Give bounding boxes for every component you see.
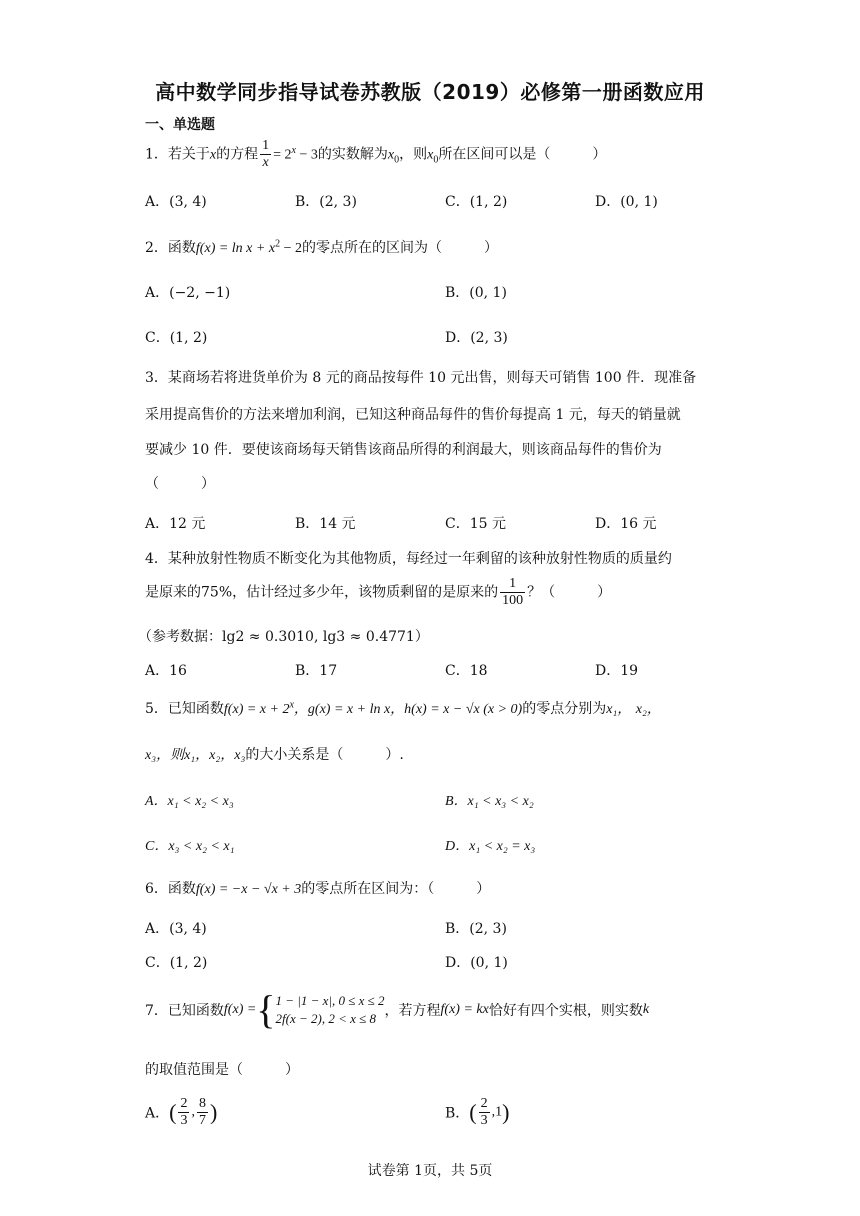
q5-number: 5．: [145, 701, 168, 717]
q3-option-c: C．15 元: [445, 516, 506, 532]
q5-line-2c: 的大小关系是（ ）.: [245, 747, 404, 763]
q4-line-1: 某种放射性物质不断变化为其他物质，每经过一年剩留的该种放射性物质的质量约: [167, 551, 672, 567]
left-brace-icon: {: [256, 987, 276, 1032]
question-6: [145, 878, 490, 898]
q7-option-b: [445, 1096, 509, 1129]
q6-number: 6．: [145, 881, 168, 897]
q1-eq-exp: x: [291, 144, 296, 156]
q2-exp: 2: [275, 238, 281, 250]
q5-option-d: D．x₁ < x₂ = x₃: [445, 839, 536, 854]
q7-line-2: 的取值范围是（ ）: [145, 1062, 299, 1078]
q2-option-d: D．(2, 3): [445, 330, 508, 346]
q5-x2: x₂，: [635, 702, 661, 717]
q4-line-2: [145, 576, 611, 609]
q7-f-lhs: f(x) =: [223, 1002, 257, 1017]
q4-option-d: D．19: [595, 663, 639, 679]
question-3: [145, 367, 696, 387]
q6-text-b: 的零点所在区间为：（ ）: [301, 881, 491, 897]
q2-expr-tail: − 2: [280, 241, 302, 256]
q4-fraction: $\frac{1}{100}$: [502, 576, 524, 608]
q7-k: k: [642, 1002, 650, 1017]
q7-option-a: [145, 1096, 217, 1129]
question-5: [145, 698, 661, 718]
q3-line-3: 要减少 10 件．要使该商场每天销售该商品所得的利润最大，则该商品每件的售价为: [145, 442, 662, 458]
q1-text-a: 若关于: [167, 146, 210, 163]
q1-text-b: 的方程: [216, 146, 259, 163]
page-title: 高中数学同步指导试卷苏教版（2019）必修第一册函数应用: [155, 80, 705, 104]
q1-eq-rhs: = 2: [273, 147, 292, 163]
q3-option-b: B．14 元: [295, 516, 356, 532]
q7-case-2: 2f(x − 2), 2 < x ≤ 8: [275, 1011, 376, 1026]
q1-var-x: x: [209, 147, 217, 163]
q3-line-1: 某商场若将进货单价为 8 元的商品按每件 10 元出售，则每天可销售 100 件．现准备: [167, 370, 697, 386]
q6-option-b: B．(2, 3): [445, 921, 507, 937]
q5-f-def: f(x) = x + 2: [223, 702, 290, 717]
q7-option-b-label: B．: [445, 1105, 470, 1122]
q1-text-e: 所在区间可以是（ ）: [438, 146, 607, 163]
q2-option-c: C．(1, 2): [145, 330, 208, 346]
q7-option-a-frac-1: $\frac{2}{3}$: [180, 1096, 188, 1128]
q4-line-2b: ？（ ）: [527, 584, 612, 601]
left-paren-icon: (: [169, 1099, 177, 1125]
q1-fraction: $\frac{1}{x}$: [262, 138, 270, 170]
question-7: [145, 987, 650, 1032]
q5-x1: x₁，: [606, 702, 632, 717]
q1-number: 1．: [145, 146, 168, 163]
q5-text-a: 已知函数: [167, 701, 224, 717]
left-paren-icon: (: [469, 1099, 477, 1125]
q6-option-c: C．(1, 2): [145, 955, 208, 971]
q7-option-a-label: A．: [145, 1105, 170, 1122]
q7-text-a: 已知函数: [167, 1003, 224, 1019]
q7-text-b: ，若方程: [384, 1003, 441, 1019]
q3-line-4: （ ）: [145, 476, 215, 492]
q4-number: 4．: [145, 551, 168, 567]
q3-option-a: A．12 元: [145, 516, 206, 532]
section-heading: 一、单选题: [145, 117, 215, 133]
q7-text-c: 恰好有四个实根，则实数: [488, 1003, 643, 1019]
q5-g-def: ，g(x) = x + ln x，: [293, 702, 405, 717]
q3-line-2: 采用提高售价的方法来增加利润，已知这种商品每件的售价每提高 1 元，每天的销量就: [145, 407, 681, 423]
q1-text-c: 的实数解为: [317, 146, 388, 163]
q5-option-a: A．x₁ < x₂ < x₃: [145, 794, 234, 809]
q7-case-1: 1 − |1 − x|, 0 ≤ x ≤ 2: [275, 993, 385, 1008]
q2-number: 2．: [145, 240, 168, 256]
comma-separator: ,: [191, 1104, 195, 1120]
q7-option-a-frac-2: $\frac{8}{7}$: [198, 1096, 206, 1128]
q1-sol-sub-2: 0: [433, 154, 439, 166]
question-2: [145, 237, 498, 257]
q7-cases: [276, 992, 385, 1028]
q2-option-a: A．(−2, −1): [145, 285, 231, 301]
q1-eq-tail: − 3: [296, 147, 318, 163]
q6-text-a: 函数: [167, 881, 196, 897]
q5-line-2: [145, 744, 404, 764]
q4-option-c: C．18: [445, 663, 488, 679]
q1-option-a: A．(3, 4): [145, 194, 207, 210]
q2-expr: f(x) = ln x + x: [195, 241, 276, 256]
q5-h-def: h(x) = x − √x (x > 0): [404, 702, 523, 717]
q5-option-c: C．x₃ < x₂ < x₁: [145, 839, 235, 854]
right-paren-icon: ): [209, 1099, 218, 1125]
q3-option-d: D．16 元: [595, 516, 657, 532]
q2-option-b: B．(0, 1): [445, 285, 507, 301]
q7-option-b-tail: ,1: [491, 1104, 503, 1120]
q4-option-b: B．17: [295, 663, 338, 679]
q1-text-d: ，则: [399, 146, 428, 163]
q2-text-a: 函数: [167, 240, 196, 256]
page-footer: 试卷第 1页，共 5页: [367, 1163, 493, 1179]
q1-option-b: B．(2, 3): [295, 194, 357, 210]
q5-line-2b: x₁，x₂，x₃: [184, 748, 246, 763]
q7-eq: f(x) = kx: [440, 1002, 489, 1017]
q5-text-b: 的零点分别为: [522, 701, 607, 717]
question-4: [145, 548, 672, 568]
q1-option-c: C．(1, 2): [445, 194, 508, 210]
q7-option-b-frac: $\frac{2}{3}$: [480, 1096, 488, 1128]
right-paren-icon: ): [502, 1099, 510, 1125]
question-1: [145, 138, 606, 171]
q6-expr: f(x) = −x − √x + 3: [195, 882, 302, 897]
q1-sol: x: [387, 147, 395, 163]
q4-line-2a: 是原来的75%，估计经过多少年，该物质剩留的是原来的: [145, 584, 499, 601]
q1-sol-2: x: [427, 147, 434, 163]
q5-f-exp: x: [289, 699, 294, 711]
q5-line-2a: x₃，则: [145, 748, 185, 763]
q1-sol-sub: 0: [394, 154, 400, 166]
q4-reference: （参考数据：lg2 ≈ 0.3010, lg3 ≈ 0.4771）: [138, 629, 429, 645]
q3-number: 3．: [145, 370, 168, 386]
q6-option-d: D．(0, 1): [445, 955, 508, 971]
q6-option-a: A．(3, 4): [145, 921, 207, 937]
q4-option-a: A．16: [145, 663, 187, 679]
q1-option-d: D．(0, 1): [595, 194, 658, 210]
q5-option-b: B．x₁ < x₃ < x₂: [445, 794, 534, 809]
q7-number: 7．: [145, 1003, 168, 1019]
q2-text-b: 的零点所在的区间为（ ）: [301, 240, 498, 256]
